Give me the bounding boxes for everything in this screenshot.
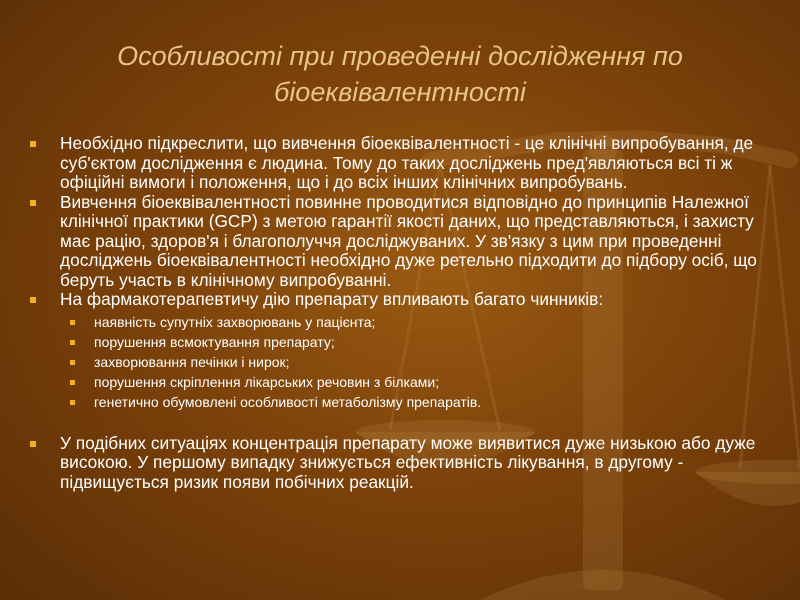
bullet-text: Необхідно підкреслити, що вивчення біоеквівалентності - це клінічні випробування, де суб'єктом дослідження є людина. Тому до таких досліджень пред'являються всі ті ж офіційні вимоги і положення, що і до всіх інших клінічних випробувань. — [60, 133, 754, 192]
square-bullet-icon — [30, 441, 36, 447]
bullet-text: У подібних ситуаціях концентрація препарату може виявитися дуже низькою або дуже високою. У першому випадку знижується ефективність лікування, в другому - підвищується ризик появи побічних реакцій. — [60, 432, 756, 492]
bullet-text: На фармакотерапевтичу дію препарату впливають багато чинників: — [60, 289, 604, 309]
sub-bullet-text: порушення скріплення лікарських речовин з білками; — [94, 373, 440, 390]
sub-bullet-item — [30, 332, 770, 352]
slide-body — [30, 134, 770, 492]
sub-bullet-item — [30, 312, 770, 332]
sub-bullet-text: порушення всмоктування препарату; — [94, 333, 335, 350]
sub-bullet-text: генетично обумовлені особливості метаболізму препаратів. — [94, 393, 482, 410]
slide-title-line-2: біоеквівалентності — [274, 77, 526, 107]
sub-bullet-item — [30, 352, 770, 372]
bullet-item — [30, 434, 770, 493]
sub-bullet-text: захворювання печінки і нирок; — [94, 353, 290, 370]
slide-title — [40, 38, 760, 110]
sub-bullet-list — [30, 312, 770, 412]
square-bullet-icon — [70, 380, 75, 385]
square-bullet-icon — [70, 320, 75, 325]
bullet-text: Вивчення біоеквівалентності повинне проводитися відповідно до принципів Належної клінічної практики (GCP) з метою гарантії якості даних, що представляються, і захисту має рацію, здоров'я і благополуччя досліджуваних. У зв'язку з цим при проведенні досліджень біоеквівалентності необхідно дуже ретельно підходити до підбору осіб, що беруть участь в клінічному випробуванні. — [60, 191, 757, 290]
sub-bullet-item — [30, 372, 770, 392]
square-bullet-icon — [70, 360, 75, 365]
square-bullet-icon — [30, 141, 36, 147]
sub-bullet-text: наявність супутніх захворювань у пацієнта; — [94, 313, 376, 330]
square-bullet-icon — [30, 200, 36, 206]
slide-title-line-1: Особливості при проведенні дослідження по — [117, 41, 683, 71]
square-bullet-icon — [70, 400, 75, 405]
bullet-item — [30, 290, 770, 310]
bullet-item — [30, 134, 770, 193]
square-bullet-icon — [30, 297, 36, 303]
square-bullet-icon — [70, 340, 75, 345]
sub-bullet-item — [30, 392, 770, 412]
bullet-item — [30, 193, 770, 291]
